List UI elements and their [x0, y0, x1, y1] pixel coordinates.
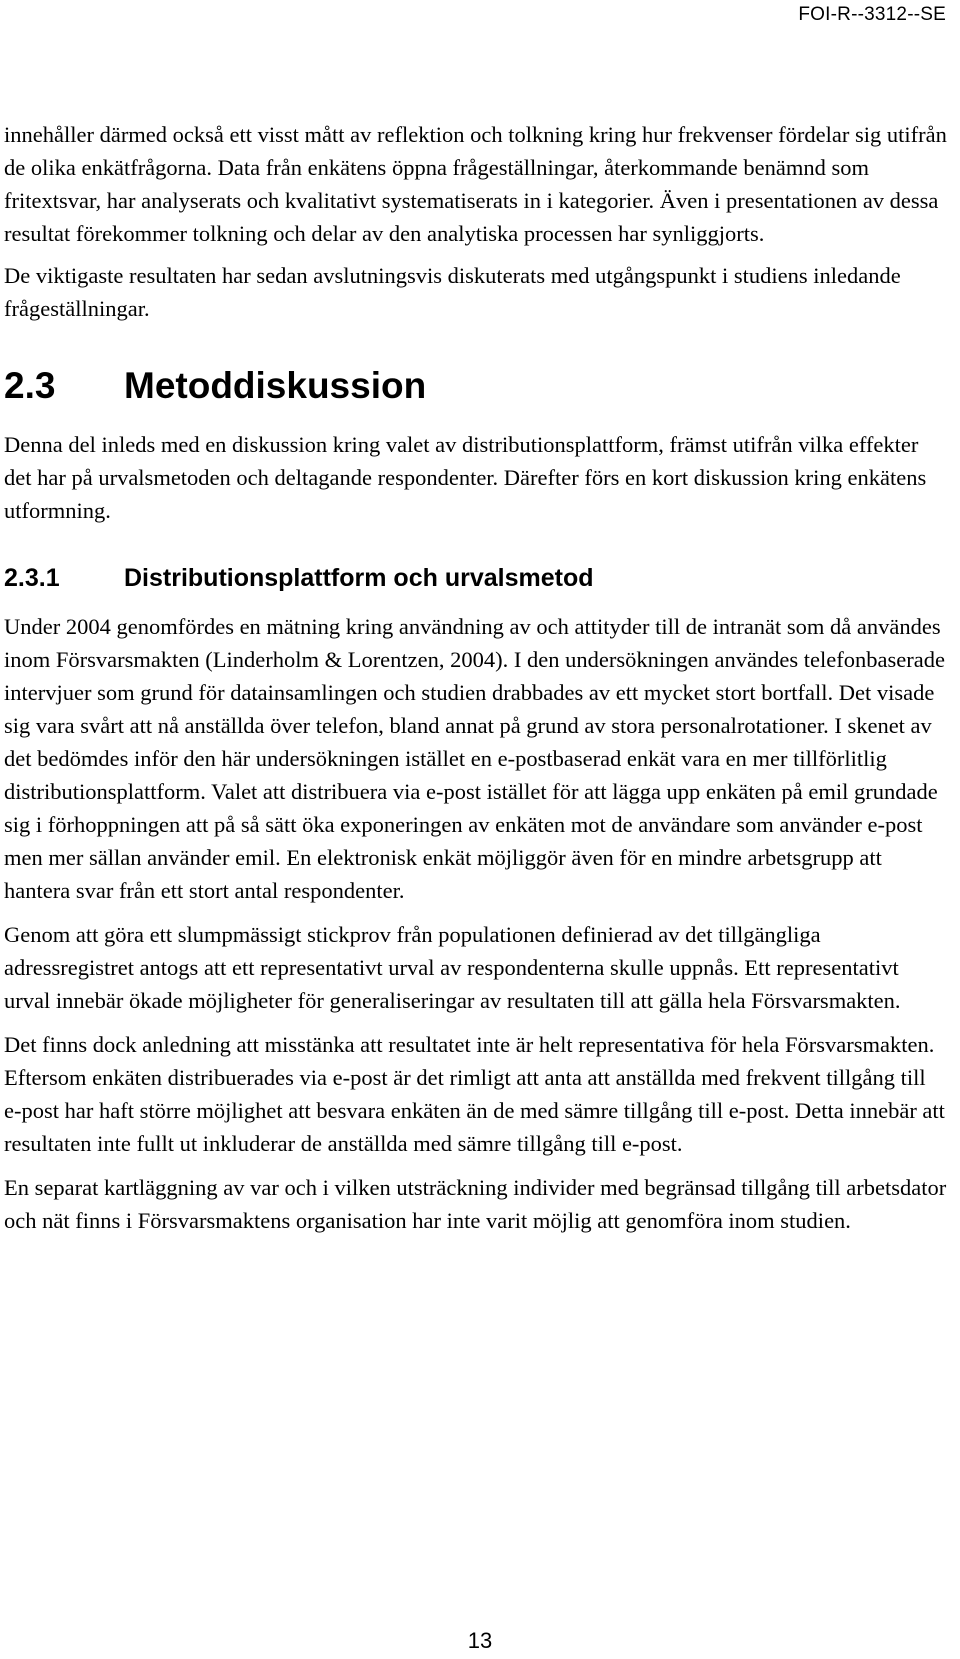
- paragraph: Genom att göra ett slumpmässigt stickprov från populationen definierad av det tillgängliga adressregistret antogs att ett representativt urval av respondenterna skulle uppnås. Ett representativt urval innebär ökade möjligheter för generaliseringar av resultaten till att gälla hela Försvarsmakten.: [4, 922, 901, 1013]
- paragraph: innehåller därmed också ett visst mått av reflektion och tolkning kring hur frekvenser fördelar sig utifrån de olika enkätfrågorna. Data från enkätens öppna frågeställningar, återkommande benämnd som fritextsvar, har analyserats och kvalitativt systematiserats in i kategorier. Även i presentationen av dessa resultat förekommer tolkning och delar av den analytiska processen har synliggjorts.: [4, 122, 947, 246]
- paragraph: Under 2004 genomfördes en mätning kring användning av och attityder till de intranät som då användes inom Försvarsmakten (Linderholm & Lorentzen, 2004). I den undersökningen användes telefonbaserade intervjuer som grund för datainsamlingen och studien drabbades av ett mycket stort bortfall. Det visade sig vara svårt att nå anställda över telefon, bland annat på grund av stora personalrotationer. I skenet av det bedömdes inför den här undersökningen istället en e-postbaserad enkät vara en mer tillförlitlig distributionsplattform. Valet att distribuera via e-post istället för att lägga upp enkäten på emil grundade sig i förhoppningen att på så sätt öka exponeringen av enkäten mot de användare som använder e-post men mer sällan använder emil. En elektronisk enkät möjliggör även för en mindre arbetsgrupp att hantera svar från ett stort antal respondenter.: [4, 614, 945, 903]
- paragraph: En separat kartläggning av var och i vilken utsträckning individer med begränsad tillgång till arbetsdator och nät finns i Försvarsmaktens organisation har inte varit möjlig att genomföra inom studien.: [4, 1175, 947, 1233]
- paragraph: Det finns dock anledning att misstänka att resultatet inte är helt representativa för hela Försvarsmakten. Eftersom enkäten distribuerades via e-post är det rimligt att anta att anställda med frekvent tillgång till e-post har haft större möjlighet att besvara enkäten än de med sämre tillgång till e-post. Detta innebär att resultaten inte fullt ut inkluderar de anställda med sämre tillgång till e-post.: [4, 1032, 945, 1156]
- page-number: 13: [467, 1628, 493, 1653]
- section-number: 2.3: [4, 365, 56, 406]
- paragraph: Denna del inleds med en diskussion kring valet av distributionsplattform, främst utifrån vilka effekter det har på urvalsmetoden och deltagande respondenter. Därefter förs en kort diskussion kring enkätens utformning.: [4, 432, 927, 523]
- subsection-number: 2.3.1: [4, 564, 60, 592]
- section-heading: [4, 361, 948, 411]
- paragraph: De viktigaste resultaten har sedan avslutningsvis diskuterats med utgångspunkt i studiens inledande frågeställningar.: [4, 263, 901, 321]
- section-title: Metoddiskussion: [124, 365, 427, 406]
- report-id: FOI-R--3312--SE: [798, 4, 946, 25]
- subsection-heading: [4, 561, 948, 595]
- subsection-title: Distributionsplattform och urvalsmetod: [124, 564, 594, 592]
- page-content: [4, 118, 948, 1237]
